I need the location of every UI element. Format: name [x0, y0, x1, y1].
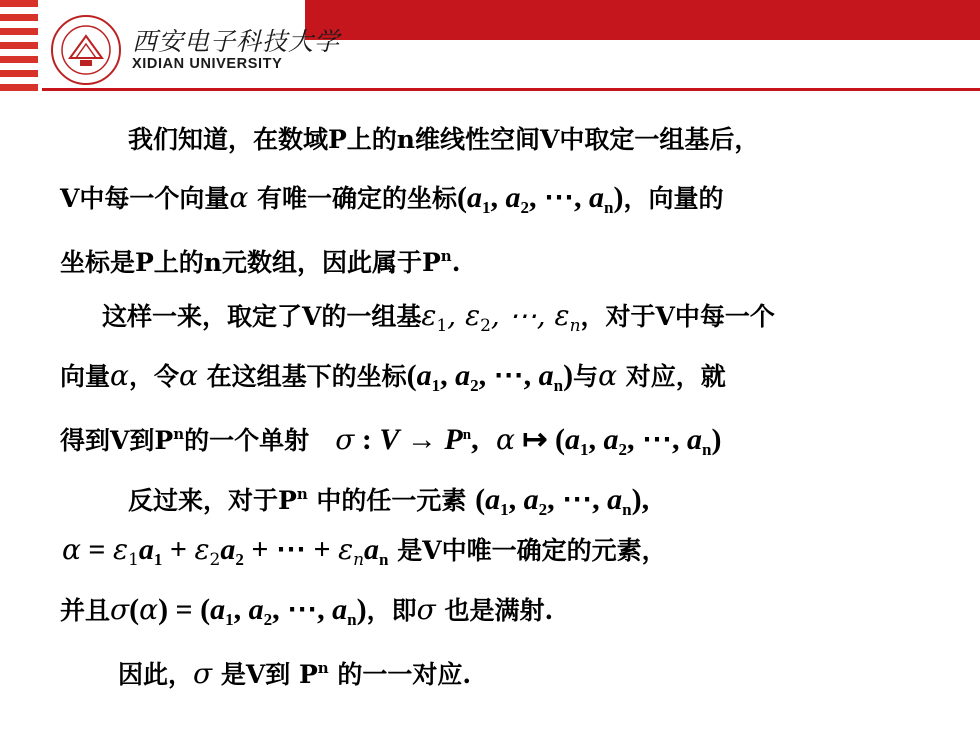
p1-line2: V中每一个向量α 有唯一确定的坐标($a_1$, $a_2$, ⋯, $a_n$)，向量的 — [60, 181, 724, 217]
p3-line3: 并且$\sigma(\alpha) = (a_1$, $a_2$, ⋯, $a_n$)，即σ 也是满射. — [60, 593, 554, 629]
header-bar — [305, 0, 980, 40]
university-emblem-icon — [50, 14, 122, 86]
university-name-en: XIDIAN UNIVERSITY — [132, 56, 283, 72]
p1-line1: 我们知道，在数域P上的n维线性空间V中取定一组基后， — [128, 125, 760, 154]
p2-line1: 这样一来，取定了V的一组基$\varepsilon_1$, $\varepsilon_2$, ⋯, $\varepsilon_n$，对于V中每一个 — [102, 299, 775, 336]
p3-line1: 反过来，对于$P^n$ 中的任一元素 ($a_1$, $a_2$, ⋯, $a_n$), — [128, 483, 650, 519]
p2-line3: 得到V到$P^n$的一个单射 σ : $V \to P^n$, α ↦ ($a_1$, $a_2$, ⋯, $a_n$) — [60, 423, 722, 459]
p2-line2: 向量α，令α 在这组基下的坐标($a_1$, $a_2$, ⋯, $a_n$)与α 对应，就 — [60, 359, 726, 395]
p1-line3: 坐标是P上的n元数组，因此属于$P^n$. — [60, 247, 461, 277]
header-underline — [42, 88, 980, 91]
p3-line2: $\alpha = \varepsilon_1a_1 + \varepsilon_2a_2$ + ⋯ + $\varepsilon_na_n$ 是V中唯一确定的元素， — [62, 533, 667, 570]
header-stripes — [0, 0, 38, 92]
university-name-cn: 西安电子科技大学 — [132, 27, 341, 56]
p4-line: 因此，σ 是V到 $P^n$ 的一一对应. — [118, 657, 472, 690]
